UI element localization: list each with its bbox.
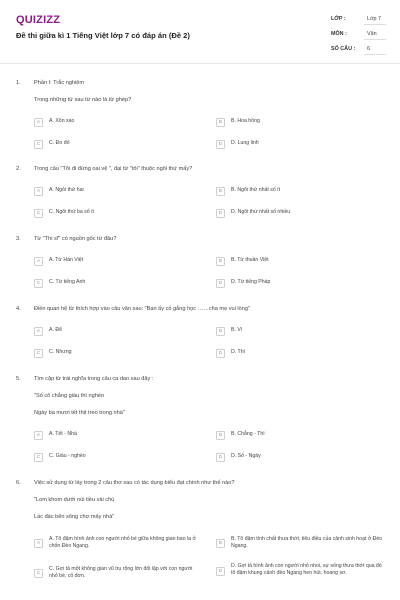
option-letter-box: B xyxy=(216,257,225,266)
answer-option-c[interactable] xyxy=(34,566,204,580)
question-number: 2. xyxy=(16,166,21,172)
answer-option-d[interactable] xyxy=(216,279,270,288)
option-text: C. Giàu - nghèo xyxy=(49,453,86,459)
option-text: A. Xôn xao xyxy=(49,118,75,124)
quizizz-logo: QUIZIZZ xyxy=(16,14,61,26)
answer-option-a[interactable] xyxy=(34,327,62,336)
option-text: C. Nhưng xyxy=(49,349,72,355)
meta-label-count: SỐ CÂU : xyxy=(331,46,356,52)
answer-option-b[interactable] xyxy=(216,257,269,266)
option-text: A. Để xyxy=(49,327,62,333)
question-text: "Lom khom dưới núi tiều vài chú xyxy=(34,497,115,503)
question-text: Trong những từ sau từ nào là từ ghép? xyxy=(34,97,132,103)
option-text: B. Từ thuần Việt xyxy=(231,257,269,263)
answer-option-b[interactable] xyxy=(216,187,280,196)
meta-divider xyxy=(364,24,386,25)
option-text: D. Số - Ngày xyxy=(231,453,261,459)
option-text: D. Gợi tả hình ảnh con người nhỏ nhoi, sự sống thưa thớt qua đó tô đậm khung cảnh đèo Ngang heo hút, hoang sơ. xyxy=(231,563,382,576)
option-letter-box: D xyxy=(216,349,225,358)
option-text: D. Ngôi thứ nhất số nhiều xyxy=(231,209,291,215)
question-text: Điền quan hệ từ thích hợp vào câu văn sau: "Bạn ấy cố gắng học ……cha mẹ vui lòng" xyxy=(34,306,250,312)
option-letter-box: A xyxy=(34,327,43,336)
answer-option-d[interactable] xyxy=(216,209,290,218)
answer-option-a[interactable] xyxy=(34,187,84,196)
answer-option-c[interactable] xyxy=(34,209,94,218)
answer-option-a[interactable] xyxy=(34,536,204,550)
option-letter-box: A xyxy=(34,118,43,127)
option-letter-box: D xyxy=(216,279,225,288)
option-text: D. Lung linh xyxy=(231,140,259,146)
answer-option-d[interactable] xyxy=(216,349,245,358)
meta-label-subject: MÔN : xyxy=(331,31,347,37)
option-letter-box: C xyxy=(34,569,43,578)
option-letter-box: B xyxy=(216,539,225,548)
option-letter-box: B xyxy=(216,118,225,127)
option-letter-box: C xyxy=(34,279,43,288)
question-text: Tìm cặp từ trái nghĩa trong câu ca dao sau đây : xyxy=(34,376,154,382)
question-number: 6. xyxy=(16,480,21,486)
option-text: A. Ngôi thứ hai xyxy=(49,187,84,193)
option-letter-box: A xyxy=(34,187,43,196)
option-letter-box: B xyxy=(216,187,225,196)
option-letter-box: A xyxy=(34,431,43,440)
option-text: B. Hoa hồng xyxy=(231,118,260,124)
meta-value-count: 6 xyxy=(367,46,370,52)
option-text: A. Tết - Nhà xyxy=(49,431,77,437)
option-letter-box: D xyxy=(216,567,225,576)
answer-option-b[interactable] xyxy=(216,118,260,127)
option-text: B. Ngôi thứ nhất số ít xyxy=(231,187,281,193)
answer-option-d[interactable] xyxy=(216,563,386,577)
answer-option-d[interactable] xyxy=(216,453,261,462)
answer-option-c[interactable] xyxy=(34,349,72,358)
option-text: A. Từ Hán Việt xyxy=(49,257,84,263)
question-number: 4. xyxy=(16,306,21,312)
question-text: Phần I: Trắc nghiệm xyxy=(34,80,85,86)
meta-label-class: LỚP : xyxy=(331,16,346,22)
option-text: A. Tô đậm hình ảnh con người nhỏ bé giữa không gian bao la ở chốn Đèo Ngang. xyxy=(49,536,196,549)
option-letter-box: B xyxy=(216,327,225,336)
option-letter-box: C xyxy=(34,349,43,358)
question-number: 1. xyxy=(16,80,21,86)
answer-option-b[interactable] xyxy=(216,431,265,440)
page-title: Đề thi giữa kì 1 Tiếng Việt lớp 7 có đáp án (Đề 2) xyxy=(16,31,190,40)
answer-option-d[interactable] xyxy=(216,140,259,149)
question-number: 3. xyxy=(16,236,21,242)
option-text: D. Từ tiếng Pháp xyxy=(231,279,271,285)
option-text: D. Thì xyxy=(231,349,246,355)
answer-option-a[interactable] xyxy=(34,431,77,440)
question-text: Trong câu "Tôi đi đứng oai vệ ", đại từ "tôi" thuộc ngôi thứ mấy? xyxy=(34,166,193,172)
answer-option-a[interactable] xyxy=(34,118,74,127)
option-letter-box: B xyxy=(216,431,225,440)
answer-option-c[interactable] xyxy=(34,453,86,462)
answer-option-b[interactable] xyxy=(216,327,242,336)
option-letter-box: C xyxy=(34,453,43,462)
question-text: Lác đác bên sông chợ mấy nhà" xyxy=(34,514,115,520)
question-text: Việc sử dụng từ láy trong 2 câu thơ sau có tác dụng biểu đạt chính như thế nào? xyxy=(34,480,235,486)
question-text: Ngày ba mươi tết thịt treo trong nhà" xyxy=(34,410,125,416)
option-text: C. Đo đỏ xyxy=(49,140,70,146)
option-letter-box: D xyxy=(216,453,225,462)
option-text: B. Vì xyxy=(231,327,243,333)
answer-option-a[interactable] xyxy=(34,257,83,266)
option-letter-box: A xyxy=(34,539,43,548)
meta-value-class: Lớp 7 xyxy=(367,16,382,22)
option-letter-box: D xyxy=(216,209,225,218)
option-letter-box: C xyxy=(34,209,43,218)
answer-option-b[interactable] xyxy=(216,536,386,550)
option-text: C. Gợi tả một không gian vũ trụ rộng lớn đối lập với con người nhỏ bé, cô đơn. xyxy=(49,566,193,579)
answer-option-c[interactable] xyxy=(34,140,69,149)
option-text: B. Tô đậm tính chất thưa thớt, tiêu điều của cảnh sinh hoạt ở Đèo Ngang. xyxy=(231,536,383,549)
option-text: C. Ngôi thứ ba số ít xyxy=(49,209,94,215)
answer-option-c[interactable] xyxy=(34,279,85,288)
option-letter-box: D xyxy=(216,140,225,149)
question-text: "Số cô chẳng giàu thì nghèo xyxy=(34,393,105,399)
option-text: C. Từ tiếng Anh xyxy=(49,279,86,285)
option-letter-box: A xyxy=(34,257,43,266)
meta-value-subject: Văn xyxy=(367,31,377,37)
option-text: B. Chẳng - Thì xyxy=(231,431,265,437)
option-letter-box: C xyxy=(34,140,43,149)
meta-divider xyxy=(364,39,386,40)
question-text: Từ "Thi sĩ" có nguồn gốc từ đâu? xyxy=(34,236,117,242)
question-number: 5. xyxy=(16,376,21,382)
header-divider xyxy=(0,63,400,64)
meta-divider xyxy=(364,54,386,55)
